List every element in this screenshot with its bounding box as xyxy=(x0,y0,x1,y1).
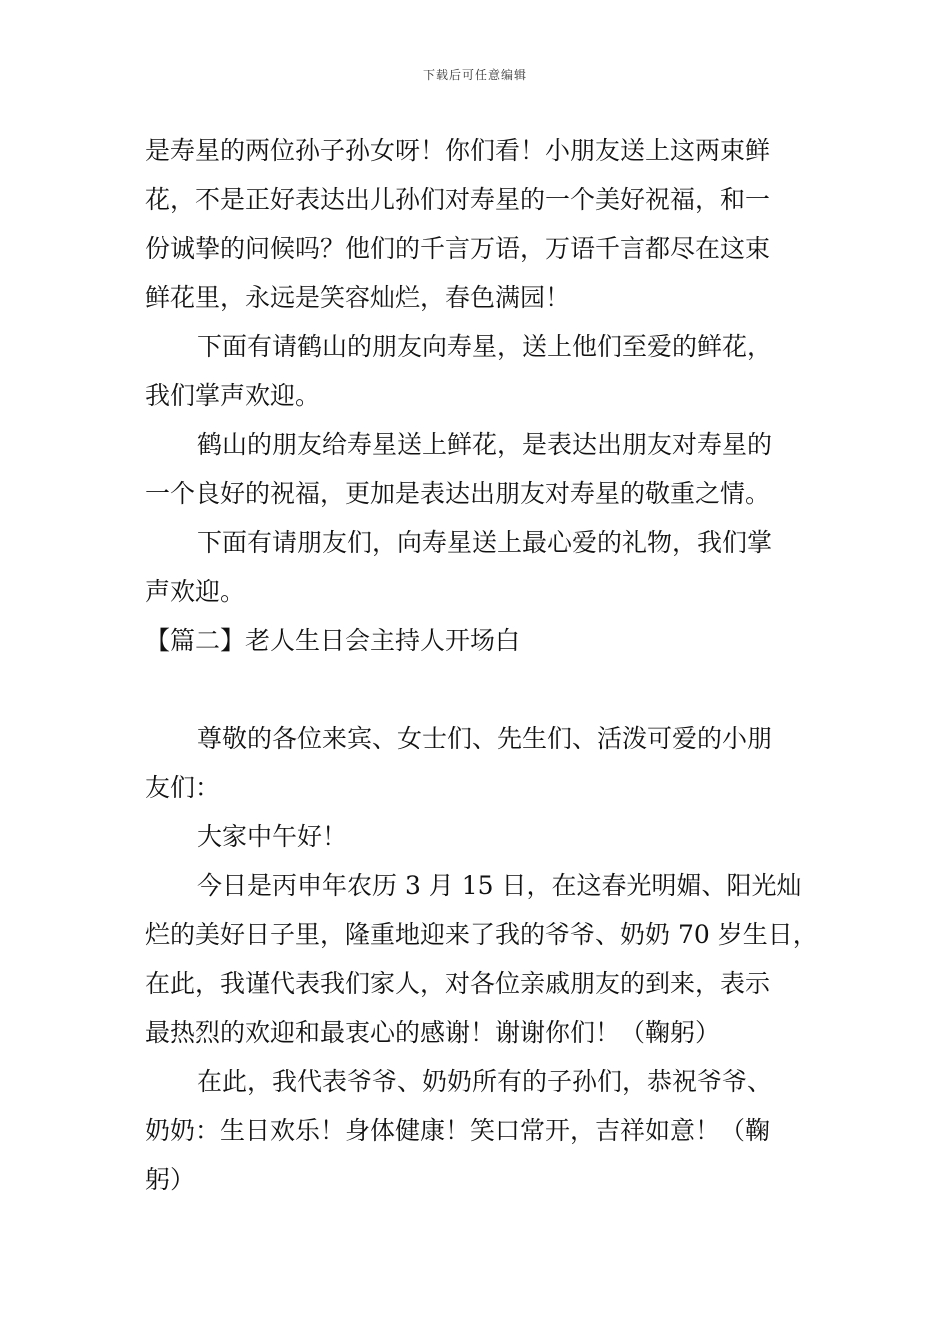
section-heading: 【篇二】老人生日会主持人开场白 xyxy=(145,626,521,655)
text-line: 最热烈的欢迎和最衷心的感谢！谢谢你们！（鞠躬） xyxy=(145,1018,721,1047)
text-line: 声欢迎。 xyxy=(145,577,246,606)
text-line: 尊敬的各位来宾、女士们、先生们、活泼可爱的小朋 xyxy=(197,724,773,753)
text-line: 下面有请朋友们，向寿星送上最心爱的礼物，我们掌 xyxy=(197,528,773,557)
text-line: 一个良好的祝福，更加是表达出朋友对寿星的敬重之情。 xyxy=(145,479,771,508)
text-line: 下面有请鹤山的朋友向寿星，送上他们至爱的鲜花， xyxy=(197,332,773,361)
text-line: 在此，我谨代表我们家人，对各位亲戚朋友的到来，表示 xyxy=(145,969,771,998)
text-line: 我们掌声欢迎。 xyxy=(145,381,321,410)
text-line: 友们： xyxy=(145,773,221,802)
text-line: 大家中午好！ xyxy=(197,822,348,851)
document-body xyxy=(145,126,820,1204)
text-line: 烂的美好日子里，隆重地迎来了我的爷爷、奶奶 70 岁生日， xyxy=(145,920,818,949)
text-line: 鹤山的朋友给寿星送上鲜花，是表达出朋友对寿星的 xyxy=(197,430,773,459)
page-header: 下载后可任意编辑 xyxy=(422,68,527,82)
blank-line xyxy=(145,665,820,714)
text-line: 躬） xyxy=(145,1165,196,1194)
text-line: 花，不是正好表达出儿孙们对寿星的一个美好祝福，和一 xyxy=(145,185,771,214)
text-line: 鲜花里，永远是笑容灿烂，春色满园！ xyxy=(145,283,571,312)
text-line: 今日是丙申年农历 3 月 15 日，在这春光明媚、阳光灿 xyxy=(197,871,802,900)
text-line: 奶奶：生日欢乐！身体健康！笑口常开，吉祥如意！（鞠 xyxy=(145,1116,771,1145)
text-line: 份诚挚的问候吗？他们的千言万语，万语千言都尽在这束 xyxy=(145,234,771,263)
text-line: 在此，我代表爷爷、奶奶所有的子孙们，恭祝爷爷、 xyxy=(197,1067,773,1096)
text-line: 是寿星的两位孙子孙女呀！你们看！小朋友送上这两束鲜 xyxy=(145,136,771,165)
